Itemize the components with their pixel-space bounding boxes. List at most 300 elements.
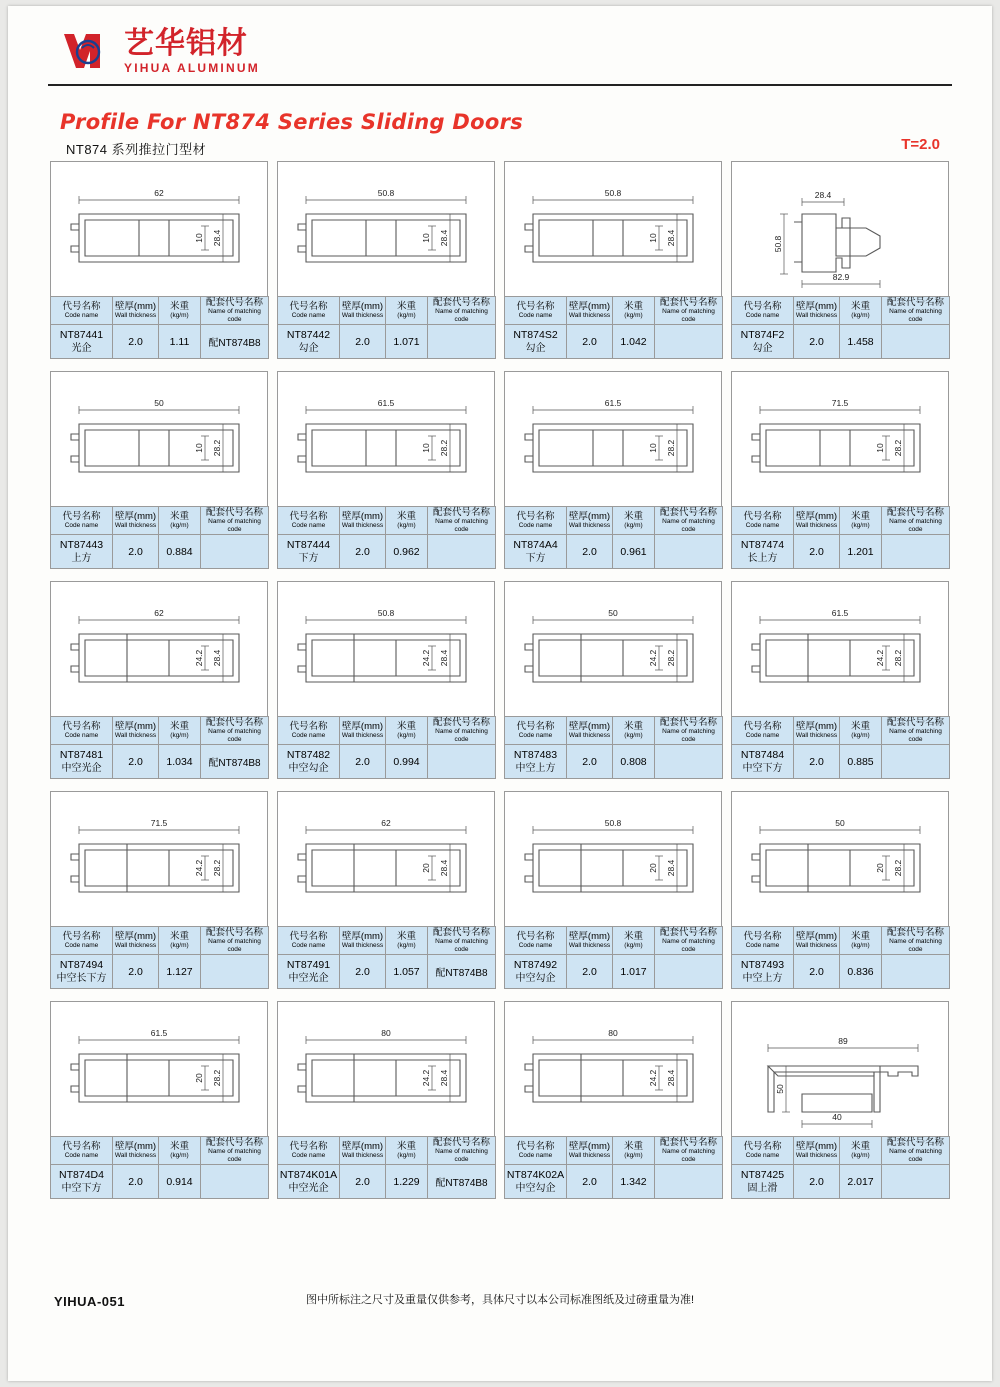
- table-row: [51, 745, 269, 779]
- profile-spec-table: [277, 506, 496, 569]
- header-matching-code: 配套代号名称 Name of matching code: [882, 507, 950, 535]
- cell-matching-code: [201, 1165, 269, 1199]
- svg-text:28.2: 28.2: [212, 439, 222, 457]
- header-code: 代号名称 Code name: [505, 927, 567, 955]
- profile-drawing: [277, 1001, 495, 1136]
- svg-text:28.2: 28.2: [212, 859, 222, 877]
- table-header-row: [505, 507, 723, 535]
- header-wall-thickness: 壁厚(mm) Wall thickness: [340, 1137, 386, 1165]
- header-weight: 米重 (kg/m): [386, 927, 428, 955]
- cell-weight: 1.127: [159, 955, 201, 989]
- profile-drawing: [277, 371, 495, 506]
- header-matching-code: 配套代号名称 Name of matching code: [428, 507, 496, 535]
- svg-text:28.4: 28.4: [212, 649, 222, 667]
- table-header-row: [278, 1137, 496, 1165]
- svg-text:71.5: 71.5: [831, 398, 849, 408]
- cell-matching-code: [655, 1165, 723, 1199]
- svg-text:62: 62: [381, 818, 391, 828]
- header-weight: 米重 (kg/m): [159, 507, 201, 535]
- svg-text:80: 80: [608, 1028, 618, 1038]
- cell-weight: 0.885: [840, 745, 882, 779]
- svg-text:50.8: 50.8: [377, 608, 395, 618]
- profile-cell: [277, 581, 495, 779]
- table-row: [732, 955, 950, 989]
- header-wall-thickness: 壁厚(mm) Wall thickness: [113, 1137, 159, 1165]
- cell-weight: 1.034: [159, 745, 201, 779]
- header-wall-thickness: 壁厚(mm) Wall thickness: [340, 717, 386, 745]
- profile-spec-table: [504, 296, 723, 359]
- profile-spec-table: [277, 716, 496, 779]
- cell-code: NT87443 上方: [51, 535, 113, 569]
- header-matching-code: 配套代号名称 Name of matching code: [882, 297, 950, 325]
- header-divider: [48, 84, 952, 86]
- header-weight: 米重 (kg/m): [840, 507, 882, 535]
- cell-matching-code: 配NT874B8: [201, 325, 269, 359]
- cell-weight: 1.11: [159, 325, 201, 359]
- cell-code: NT874D4 中空下方: [51, 1165, 113, 1199]
- header-code: 代号名称 Code name: [278, 1137, 340, 1165]
- profile-drawing: [504, 161, 722, 296]
- cell-matching-code: [655, 325, 723, 359]
- svg-text:28.4: 28.4: [666, 1069, 676, 1087]
- cell-wall-thickness: 2.0: [567, 745, 613, 779]
- cell-code: NT874K01A 中空光企: [278, 1165, 340, 1199]
- profile-cell: [277, 161, 495, 359]
- header-wall-thickness: 壁厚(mm) Wall thickness: [113, 927, 159, 955]
- header-matching-code: 配套代号名称 Name of matching code: [201, 927, 269, 955]
- table-row: [505, 325, 723, 359]
- profile-drawing: [504, 581, 722, 716]
- cell-code: NT87441 光企: [51, 325, 113, 359]
- cell-weight: 0.884: [159, 535, 201, 569]
- profile-drawing: [504, 1001, 722, 1136]
- cell-wall-thickness: 2.0: [794, 535, 840, 569]
- cell-wall-thickness: 2.0: [113, 535, 159, 569]
- profile-cell: [277, 791, 495, 989]
- cell-wall-thickness: 2.0: [113, 325, 159, 359]
- profile-cell: [731, 161, 949, 359]
- profile-spec-table: [731, 296, 950, 359]
- profile-drawing: [731, 791, 949, 926]
- table-header-row: [732, 717, 950, 745]
- table-row: [732, 1165, 950, 1199]
- header-matching-code: 配套代号名称 Name of matching code: [428, 1137, 496, 1165]
- page-title-en: Profile For NT874 Series Sliding Doors: [60, 110, 524, 134]
- header-weight: 米重 (kg/m): [613, 297, 655, 325]
- cell-weight: 1.071: [386, 325, 428, 359]
- header-weight: 米重 (kg/m): [159, 1137, 201, 1165]
- header-wall-thickness: 壁厚(mm) Wall thickness: [113, 717, 159, 745]
- cell-code: NT874S2 勾企: [505, 325, 567, 359]
- svg-text:28.2: 28.2: [893, 649, 903, 667]
- svg-text:10: 10: [421, 443, 431, 453]
- header-matching-code: 配套代号名称 Name of matching code: [655, 507, 723, 535]
- profile-cell: [50, 581, 268, 779]
- header-weight: 米重 (kg/m): [386, 1137, 428, 1165]
- cell-wall-thickness: 2.0: [113, 955, 159, 989]
- profile-cell: [504, 581, 722, 779]
- table-header-row: [505, 927, 723, 955]
- cell-code: NT87482 中空勾企: [278, 745, 340, 779]
- cell-weight: 0.914: [159, 1165, 201, 1199]
- cell-code: NT87425 固上滑: [732, 1165, 794, 1199]
- table-header-row: [278, 507, 496, 535]
- table-row: [505, 1165, 723, 1199]
- header-weight: 米重 (kg/m): [386, 717, 428, 745]
- svg-text:28.4: 28.4: [666, 859, 676, 877]
- svg-text:20: 20: [194, 1073, 204, 1083]
- cell-wall-thickness: 2.0: [340, 535, 386, 569]
- header-code: 代号名称 Code name: [505, 717, 567, 745]
- header-code: 代号名称 Code name: [732, 927, 794, 955]
- profile-cell: [731, 581, 949, 779]
- cell-code: NT874A4 下方: [505, 535, 567, 569]
- cell-weight: 0.808: [613, 745, 655, 779]
- profile-cell: [277, 371, 495, 569]
- cell-weight: 0.962: [386, 535, 428, 569]
- cell-code: NT874K02A 中空勾企: [505, 1165, 567, 1199]
- header-matching-code: 配套代号名称 Name of matching code: [201, 297, 269, 325]
- table-header-row: [51, 717, 269, 745]
- table-header-row: [505, 297, 723, 325]
- table-row: [732, 535, 950, 569]
- profile-spec-table: [731, 1136, 950, 1199]
- svg-text:24.2: 24.2: [194, 649, 204, 667]
- thickness-label: T=2.0: [901, 136, 940, 153]
- table-header-row: [732, 297, 950, 325]
- cell-weight: 2.017: [840, 1165, 882, 1199]
- cell-matching-code: 配NT874B8: [201, 745, 269, 779]
- header-wall-thickness: 壁厚(mm) Wall thickness: [794, 507, 840, 535]
- profile-cell: [504, 371, 722, 569]
- header-code: 代号名称 Code name: [51, 717, 113, 745]
- cell-code: NT87494 中空长下方: [51, 955, 113, 989]
- header-code: 代号名称 Code name: [51, 297, 113, 325]
- svg-text:28.4: 28.4: [439, 229, 449, 247]
- svg-text:28.4: 28.4: [439, 859, 449, 877]
- svg-text:28.2: 28.2: [439, 439, 449, 457]
- header-code: 代号名称 Code name: [732, 507, 794, 535]
- table-row: [505, 745, 723, 779]
- catalog-page: [8, 6, 992, 1381]
- header-matching-code: 配套代号名称 Name of matching code: [655, 717, 723, 745]
- cell-code: NT87493 中空上方: [732, 955, 794, 989]
- header-weight: 米重 (kg/m): [613, 507, 655, 535]
- svg-text:10: 10: [194, 443, 204, 453]
- cell-wall-thickness: 2.0: [567, 325, 613, 359]
- header-weight: 米重 (kg/m): [840, 1137, 882, 1165]
- cell-code: NT87492 中空勾企: [505, 955, 567, 989]
- cell-wall-thickness: 2.0: [567, 955, 613, 989]
- header-code: 代号名称 Code name: [505, 297, 567, 325]
- cell-weight: 1.342: [613, 1165, 655, 1199]
- brand-name-en: YIHUA ALUMINUM: [124, 60, 260, 75]
- header-code: 代号名称 Code name: [51, 1137, 113, 1165]
- header-matching-code: 配套代号名称 Name of matching code: [882, 927, 950, 955]
- cell-code: NT87484 中空下方: [732, 745, 794, 779]
- table-header-row: [51, 1137, 269, 1165]
- header-weight: 米重 (kg/m): [159, 927, 201, 955]
- header-wall-thickness: 壁厚(mm) Wall thickness: [794, 717, 840, 745]
- header-code: 代号名称 Code name: [278, 717, 340, 745]
- document-code: YIHUA-051: [54, 1294, 125, 1309]
- cell-wall-thickness: 2.0: [794, 955, 840, 989]
- cell-wall-thickness: 2.0: [340, 1165, 386, 1199]
- profile-drawing: [50, 791, 268, 926]
- profile-spec-table: [731, 716, 950, 779]
- profile-grid: [50, 161, 950, 1199]
- table-row: [278, 955, 496, 989]
- svg-text:20: 20: [648, 863, 658, 873]
- profile-spec-table: [731, 506, 950, 569]
- profile-drawing: [731, 1001, 949, 1136]
- cell-wall-thickness: 2.0: [794, 325, 840, 359]
- cell-matching-code: [882, 955, 950, 989]
- cell-wall-thickness: 2.0: [113, 1165, 159, 1199]
- table-row: [505, 955, 723, 989]
- svg-text:28.4: 28.4: [814, 190, 832, 200]
- header-wall-thickness: 壁厚(mm) Wall thickness: [113, 507, 159, 535]
- profile-cell: [50, 371, 268, 569]
- table-row: [278, 745, 496, 779]
- header-weight: 米重 (kg/m): [840, 717, 882, 745]
- header-matching-code: 配套代号名称 Name of matching code: [428, 297, 496, 325]
- profile-cell: [50, 161, 268, 359]
- table-row: [278, 535, 496, 569]
- header-wall-thickness: 壁厚(mm) Wall thickness: [794, 297, 840, 325]
- cell-code: NT87491 中空光企: [278, 955, 340, 989]
- svg-text:50: 50: [835, 818, 845, 828]
- header-weight: 米重 (kg/m): [159, 297, 201, 325]
- header-matching-code: 配套代号名称 Name of matching code: [201, 717, 269, 745]
- table-row: [732, 325, 950, 359]
- profile-cell: [50, 791, 268, 989]
- svg-text:50.8: 50.8: [377, 188, 395, 198]
- svg-text:71.5: 71.5: [150, 818, 168, 828]
- header-wall-thickness: 壁厚(mm) Wall thickness: [567, 927, 613, 955]
- cell-wall-thickness: 2.0: [340, 745, 386, 779]
- svg-text:50: 50: [154, 398, 164, 408]
- cell-weight: 0.994: [386, 745, 428, 779]
- cell-matching-code: [882, 745, 950, 779]
- svg-text:10: 10: [648, 233, 658, 243]
- svg-text:28.2: 28.2: [666, 649, 676, 667]
- profile-spec-table: [50, 926, 269, 989]
- cell-code: NT87442 勾企: [278, 325, 340, 359]
- cell-code: NT87474 长上方: [732, 535, 794, 569]
- header-matching-code: 配套代号名称 Name of matching code: [655, 1137, 723, 1165]
- svg-text:24.2: 24.2: [421, 1069, 431, 1087]
- cell-code: NT874F2 勾企: [732, 325, 794, 359]
- header-wall-thickness: 壁厚(mm) Wall thickness: [340, 507, 386, 535]
- logo-icon: [60, 28, 116, 74]
- cell-wall-thickness: 2.0: [113, 745, 159, 779]
- header-code: 代号名称 Code name: [51, 927, 113, 955]
- table-row: [278, 325, 496, 359]
- profile-drawing: [50, 371, 268, 506]
- profile-drawing: [277, 581, 495, 716]
- header-code: 代号名称 Code name: [732, 297, 794, 325]
- header-code: 代号名称 Code name: [278, 297, 340, 325]
- header-wall-thickness: 壁厚(mm) Wall thickness: [340, 927, 386, 955]
- profile-cell: [731, 791, 949, 989]
- profile-spec-table: [50, 506, 269, 569]
- header-code: 代号名称 Code name: [505, 507, 567, 535]
- cell-wall-thickness: 2.0: [340, 955, 386, 989]
- header-wall-thickness: 壁厚(mm) Wall thickness: [567, 507, 613, 535]
- svg-text:62: 62: [154, 188, 164, 198]
- table-header-row: [732, 1137, 950, 1165]
- cell-weight: 0.836: [840, 955, 882, 989]
- table-row: [51, 1165, 269, 1199]
- svg-text:62: 62: [154, 608, 164, 618]
- profile-drawing: [50, 161, 268, 296]
- cell-matching-code: [201, 535, 269, 569]
- header-wall-thickness: 壁厚(mm) Wall thickness: [567, 1137, 613, 1165]
- brand-name-cn: 艺华铝材: [124, 25, 248, 61]
- cell-wall-thickness: 2.0: [567, 535, 613, 569]
- profile-cell: [731, 1001, 949, 1199]
- profile-spec-table: [504, 716, 723, 779]
- profile-drawing: [277, 791, 495, 926]
- header-matching-code: 配套代号名称 Name of matching code: [428, 717, 496, 745]
- header-code: 代号名称 Code name: [732, 1137, 794, 1165]
- cell-code: NT87483 中空上方: [505, 745, 567, 779]
- cell-matching-code: [655, 955, 723, 989]
- cell-matching-code: [882, 325, 950, 359]
- cell-weight: 1.201: [840, 535, 882, 569]
- profile-spec-table: [504, 506, 723, 569]
- table-header-row: [51, 297, 269, 325]
- header-matching-code: 配套代号名称 Name of matching code: [428, 927, 496, 955]
- table-row: [51, 325, 269, 359]
- cell-matching-code: [655, 745, 723, 779]
- svg-text:50.8: 50.8: [773, 235, 783, 253]
- profile-spec-table: [50, 1136, 269, 1199]
- header-wall-thickness: 壁厚(mm) Wall thickness: [567, 297, 613, 325]
- table-row: [732, 745, 950, 779]
- cell-matching-code: 配NT874B8: [428, 1165, 496, 1199]
- table-header-row: [278, 927, 496, 955]
- svg-text:50: 50: [775, 1084, 785, 1094]
- svg-text:50.8: 50.8: [604, 818, 622, 828]
- table-header-row: [505, 1137, 723, 1165]
- svg-text:61.5: 61.5: [377, 398, 395, 408]
- cell-matching-code: [201, 955, 269, 989]
- profile-drawing: [277, 161, 495, 296]
- profile-drawing: [731, 371, 949, 506]
- header-matching-code: 配套代号名称 Name of matching code: [882, 717, 950, 745]
- cell-matching-code: [428, 745, 496, 779]
- svg-text:89: 89: [838, 1036, 848, 1046]
- profile-spec-table: [504, 1136, 723, 1199]
- cell-weight: 0.961: [613, 535, 655, 569]
- cell-matching-code: [655, 535, 723, 569]
- profile-cell: [731, 371, 949, 569]
- svg-text:10: 10: [648, 443, 658, 453]
- svg-text:28.4: 28.4: [666, 229, 676, 247]
- header-weight: 米重 (kg/m): [840, 297, 882, 325]
- table-header-row: [278, 297, 496, 325]
- profile-spec-table: [731, 926, 950, 989]
- page-title-cn: NT874 系列推拉门型材: [66, 142, 207, 157]
- profile-drawing: [50, 581, 268, 716]
- cell-wall-thickness: 2.0: [794, 745, 840, 779]
- cell-weight: 1.229: [386, 1165, 428, 1199]
- svg-text:24.2: 24.2: [648, 649, 658, 667]
- header-code: 代号名称 Code name: [732, 717, 794, 745]
- header-wall-thickness: 壁厚(mm) Wall thickness: [794, 927, 840, 955]
- table-header-row: [51, 927, 269, 955]
- header-weight: 米重 (kg/m): [386, 507, 428, 535]
- header-matching-code: 配套代号名称 Name of matching code: [201, 1137, 269, 1165]
- cell-matching-code: [428, 535, 496, 569]
- header-weight: 米重 (kg/m): [159, 717, 201, 745]
- header-matching-code: 配套代号名称 Name of matching code: [655, 927, 723, 955]
- header-matching-code: 配套代号名称 Name of matching code: [882, 1137, 950, 1165]
- profile-spec-table: [50, 296, 269, 359]
- cell-wall-thickness: 2.0: [794, 1165, 840, 1199]
- cell-weight: 1.458: [840, 325, 882, 359]
- svg-text:28.4: 28.4: [439, 1069, 449, 1087]
- profile-drawing: [731, 581, 949, 716]
- cell-wall-thickness: 2.0: [567, 1165, 613, 1199]
- svg-text:80: 80: [381, 1028, 391, 1038]
- profile-cell: [50, 1001, 268, 1199]
- svg-text:10: 10: [421, 233, 431, 243]
- header-code: 代号名称 Code name: [51, 507, 113, 535]
- cell-code: NT87481 中空光企: [51, 745, 113, 779]
- table-row: [278, 1165, 496, 1199]
- profile-drawing: [731, 161, 949, 296]
- cell-matching-code: [882, 1165, 950, 1199]
- table-header-row: [51, 507, 269, 535]
- svg-text:28.2: 28.2: [666, 439, 676, 457]
- header-wall-thickness: 壁厚(mm) Wall thickness: [794, 1137, 840, 1165]
- header-wall-thickness: 壁厚(mm) Wall thickness: [340, 297, 386, 325]
- svg-text:50.8: 50.8: [604, 188, 622, 198]
- table-row: [51, 955, 269, 989]
- svg-text:28.2: 28.2: [893, 439, 903, 457]
- table-row: [51, 535, 269, 569]
- cell-weight: 1.017: [613, 955, 655, 989]
- header-wall-thickness: 壁厚(mm) Wall thickness: [113, 297, 159, 325]
- profile-spec-table: [50, 716, 269, 779]
- header-matching-code: 配套代号名称 Name of matching code: [201, 507, 269, 535]
- svg-text:82.9: 82.9: [832, 272, 850, 282]
- svg-text:61.5: 61.5: [150, 1028, 168, 1038]
- profile-drawing: [50, 1001, 268, 1136]
- header-code: 代号名称 Code name: [278, 507, 340, 535]
- profile-cell: [504, 161, 722, 359]
- brand-logo: [60, 25, 260, 75]
- svg-text:10: 10: [194, 233, 204, 243]
- svg-text:24.2: 24.2: [194, 859, 204, 877]
- profile-cell: [504, 1001, 722, 1199]
- cell-wall-thickness: 2.0: [340, 325, 386, 359]
- cell-code: NT87444 下方: [278, 535, 340, 569]
- svg-text:28.2: 28.2: [212, 1069, 222, 1087]
- svg-text:28.4: 28.4: [439, 649, 449, 667]
- header-matching-code: 配套代号名称 Name of matching code: [655, 297, 723, 325]
- svg-text:28.2: 28.2: [893, 859, 903, 877]
- profile-drawing: [504, 791, 722, 926]
- svg-text:50: 50: [608, 608, 618, 618]
- table-header-row: [505, 717, 723, 745]
- header-weight: 米重 (kg/m): [386, 297, 428, 325]
- cell-weight: 1.042: [613, 325, 655, 359]
- cell-matching-code: [428, 325, 496, 359]
